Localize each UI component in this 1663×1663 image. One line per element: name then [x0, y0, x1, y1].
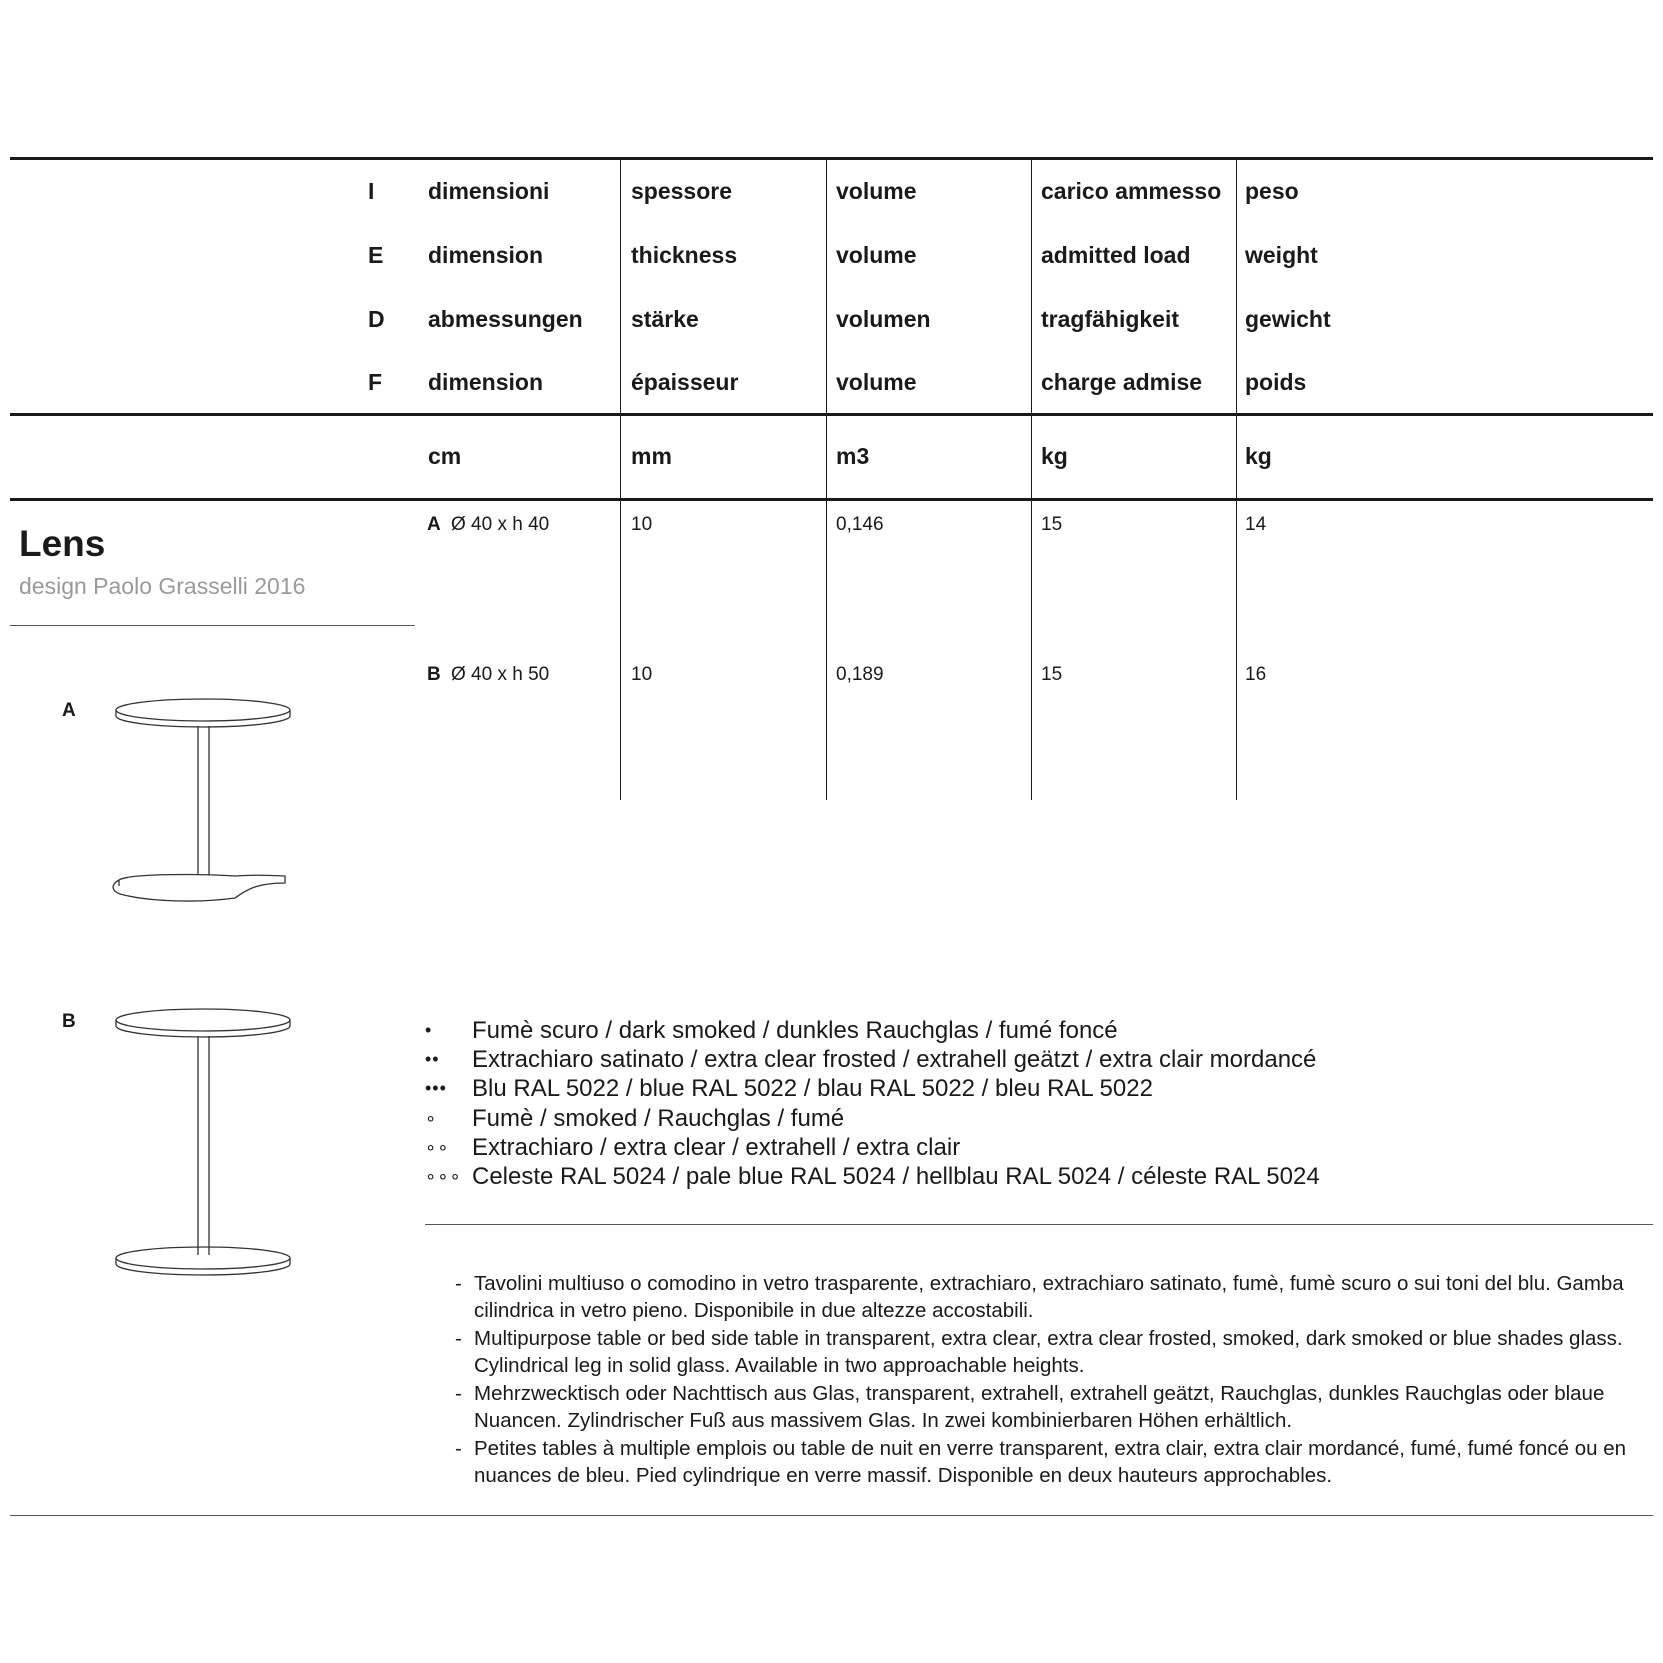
header-bottom-rule	[10, 413, 1653, 416]
description-item	[455, 1380, 1650, 1434]
variant-thickness: 10	[631, 664, 653, 685]
unit-label: m3	[836, 443, 870, 469]
product-designer: design Paolo Grasselli 2016	[19, 573, 306, 599]
variant-dimension: Ø 40 x h 50	[451, 664, 550, 685]
header-label: volume	[836, 369, 917, 395]
description-dash: -	[455, 1272, 462, 1295]
description-text: Multipurpose table or bed side table in transparent, extra clear, extra clear frosted, smoked, dark smoked or blue shades glass. Cylindrical leg in solid glass. Available in two approachable heights.	[474, 1327, 1623, 1377]
description-item	[455, 1325, 1650, 1379]
description-dash: -	[455, 1382, 462, 1405]
finish-text: Extrachiaro satinato / extra clear frosted / extrahell geätzt / extra clair mordancé	[472, 1046, 1317, 1073]
header-label: abmessungen	[428, 306, 583, 332]
header-label: peso	[1245, 178, 1299, 204]
variant-admitted-load: 15	[1041, 664, 1063, 685]
table-drawing-a	[110, 695, 300, 905]
column-divider	[1236, 160, 1237, 800]
variant-dimension: Ø 40 x h 40	[451, 514, 550, 535]
variant-thickness: 10	[631, 514, 653, 535]
drawing-label: A	[62, 700, 76, 721]
finish-text: Extrachiaro / extra clear / extrahell / extra clair	[472, 1134, 961, 1161]
header-label: dimensioni	[428, 178, 550, 204]
header-label: admitted load	[1041, 242, 1191, 268]
language-code: I	[368, 178, 375, 204]
finish-text: Fumè scuro / dark smoked / dunkles Rauchglas / fumé foncé	[472, 1017, 1118, 1044]
finish-text: Celeste RAL 5024 / pale blue RAL 5024 / hellblau RAL 5024 / céleste RAL 5024	[472, 1163, 1320, 1190]
finish-marker: •••	[425, 1078, 447, 1098]
header-label: weight	[1245, 242, 1318, 268]
header-label: tragfähigkeit	[1041, 306, 1180, 332]
description-text: Petites tables à multiple emplois ou table de nuit en verre transparent, extra clair, extra clair mordancé, fumé, fumé foncé ou en nuances de bleu. Pied cylindrique en verre massif. Disponible en deux hauteurs approchables.	[474, 1437, 1627, 1487]
table-drawing-b	[110, 1005, 300, 1285]
description-item	[455, 1270, 1650, 1324]
finish-marker: ∘	[425, 1108, 438, 1128]
language-code: D	[368, 306, 385, 332]
header-label: dimension	[428, 369, 544, 395]
finish-marker: ∘∘∘	[425, 1166, 462, 1186]
finishes-divider	[425, 1224, 1653, 1225]
unit-label: kg	[1041, 443, 1068, 469]
header-label: thickness	[631, 242, 738, 268]
unit-label: mm	[631, 443, 672, 469]
header-label: épaisseur	[631, 369, 739, 395]
finish-text: Blu RAL 5022 / blue RAL 5022 / blau RAL 5022 / bleu RAL 5022	[472, 1075, 1153, 1102]
header-label: gewicht	[1245, 306, 1331, 332]
header-label: dimension	[428, 242, 544, 268]
product-name: Lens	[19, 523, 106, 564]
finish-text: Fumè / smoked / Rauchglas / fumé	[472, 1105, 845, 1132]
units-bottom-rule	[10, 498, 1653, 501]
language-code: E	[368, 242, 384, 268]
variant-volume: 0,146	[836, 514, 884, 535]
drawing-label: B	[62, 1011, 76, 1032]
variant-weight: 14	[1245, 514, 1267, 535]
column-divider	[826, 160, 827, 800]
variant-admitted-load: 15	[1041, 514, 1063, 535]
header-label: stärke	[631, 306, 699, 332]
unit-label: cm	[428, 443, 462, 469]
header-label: spessore	[631, 178, 733, 204]
variant-label: B	[427, 664, 441, 685]
unit-label: kg	[1245, 443, 1272, 469]
description-dash: -	[455, 1327, 462, 1350]
header-label: carico ammesso	[1041, 178, 1222, 204]
column-divider	[1031, 160, 1032, 800]
header-label: volume	[836, 242, 917, 268]
description-text: Tavolini multiuso o comodino in vetro trasparente, extrachiaro, extrachiaro satinato, fumè, fumè scuro o sui toni del blu. Gamba cilindrica in vetro pieno. Disponibile in due altezze accostabili.	[474, 1272, 1624, 1322]
header-label: volumen	[836, 306, 931, 332]
finish-marker: •	[425, 1020, 433, 1040]
variant-weight: 16	[1245, 664, 1267, 685]
header-label: charge admise	[1041, 369, 1203, 395]
table-top-rule	[10, 157, 1653, 160]
header-label: volume	[836, 178, 917, 204]
description-item	[455, 1435, 1650, 1489]
page-bottom-rule	[10, 1515, 1653, 1516]
language-code: F	[368, 369, 383, 395]
description-dash: -	[455, 1437, 462, 1460]
variant-label: A	[427, 514, 441, 535]
product-title-rule	[10, 625, 415, 626]
header-label: poids	[1245, 369, 1307, 395]
column-divider	[620, 160, 621, 800]
finish-marker: ∘∘	[425, 1137, 450, 1157]
description-text: Mehrzwecktisch oder Nachttisch aus Glas, transparent, extrahell, extrahell geätzt, Rauchglas, dunkles Rauchglas oder blaue Nuancen. Zylindrischer Fuß aus massivem Glas. In zwei kombinierbaren Höhen erhältlich.	[474, 1382, 1605, 1432]
variant-volume: 0,189	[836, 664, 884, 685]
finish-marker: ••	[425, 1049, 440, 1069]
